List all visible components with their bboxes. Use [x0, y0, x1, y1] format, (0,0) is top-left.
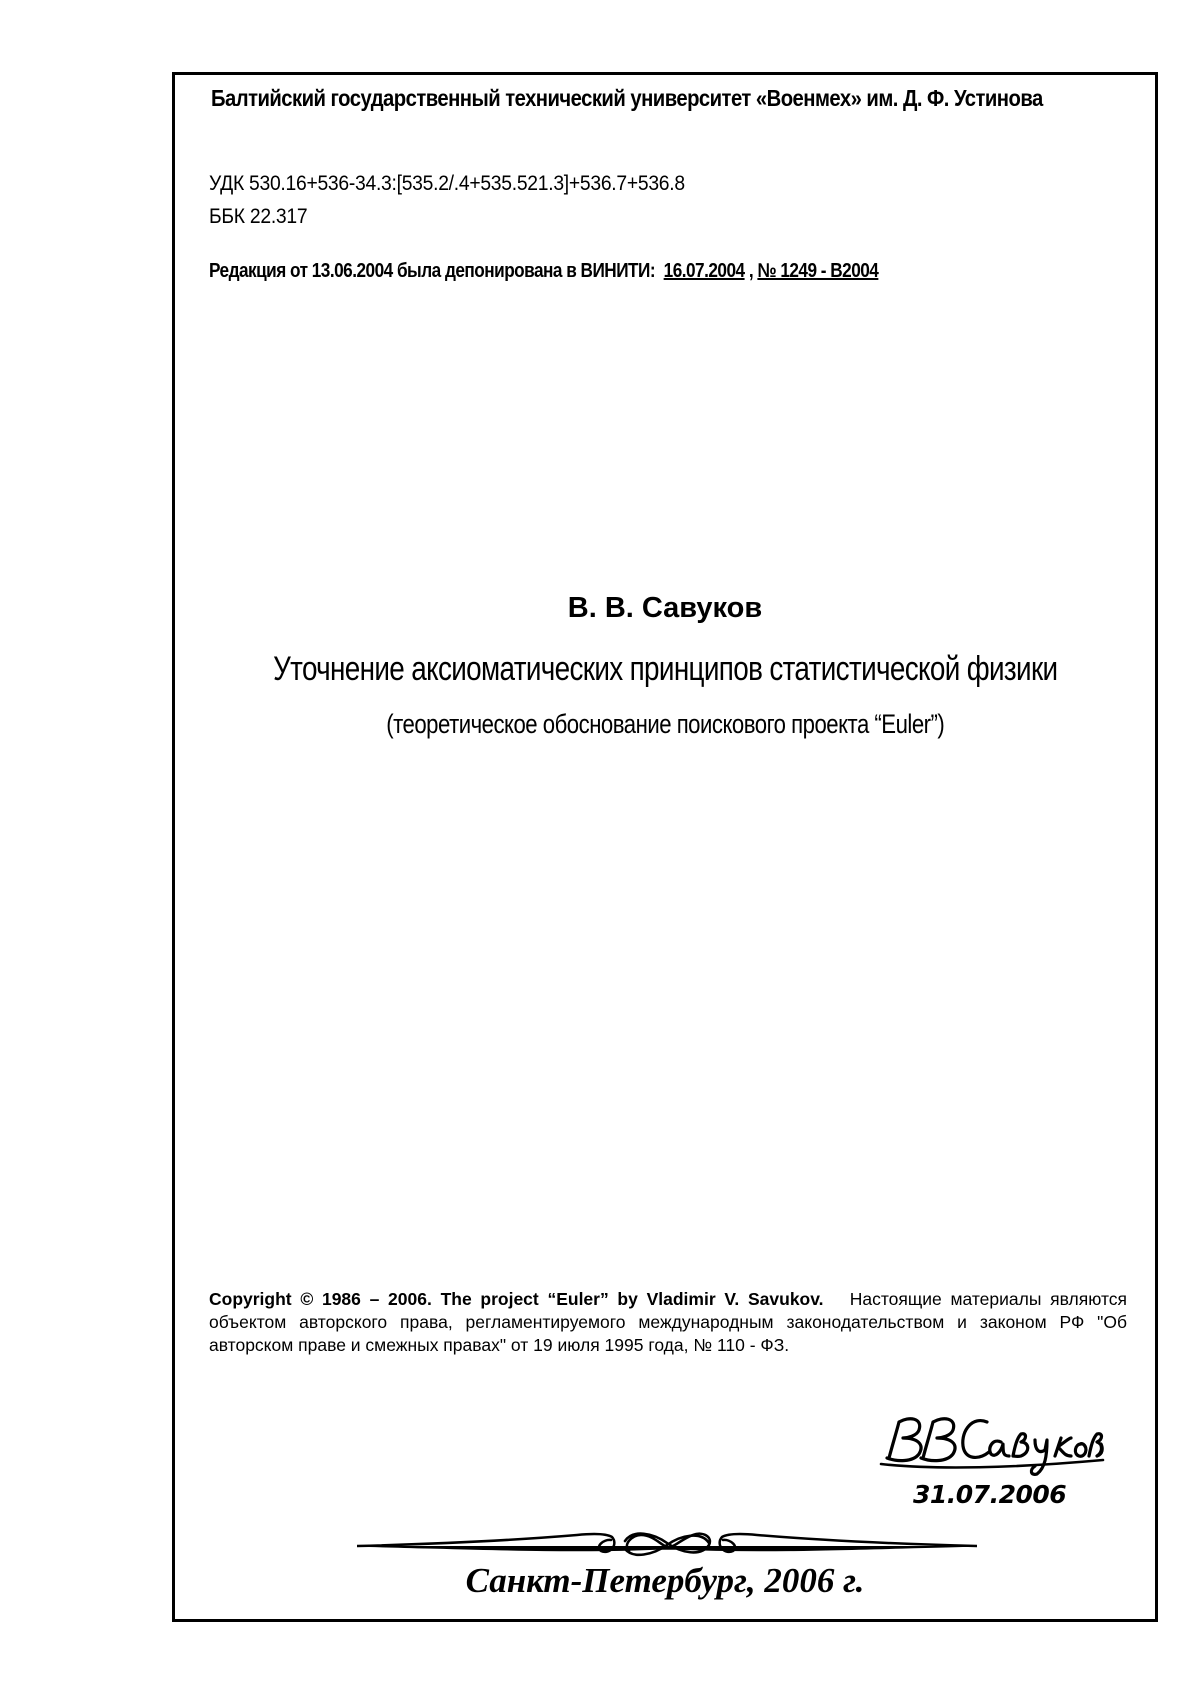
deposit-separator: ,	[748, 260, 754, 282]
ornament-divider-icon	[357, 1525, 977, 1565]
signature-date: 31.07.2006	[913, 1480, 1067, 1509]
document-title: Уточнение аксиоматических принципов статистической физики	[272, 650, 1058, 688]
deposit-number: № 1249 - В2004	[757, 260, 879, 282]
bbk-code: ББК 22.317	[209, 205, 308, 228]
deposit-date: 16.07.2004	[663, 260, 745, 282]
university-name: Балтийский государственный технический университет «Военмех» им. Д. Ф. Устинова	[211, 85, 1043, 111]
copyright-notice	[209, 1288, 1127, 1357]
signature-image	[875, 1408, 1105, 1478]
document-subtitle: (теоретическое обоснование поискового проекта “Euler”)	[385, 709, 945, 739]
deposit-text: Редакция от 13.06.2004 была депонирована в ВИНИТИ:	[209, 260, 656, 282]
author-name: В. В. Савуков	[567, 592, 763, 624]
city-year: Санкт-Петербург, 2006 г.	[465, 1561, 865, 1600]
copyright-lead: Copyright © 1986 – 2006. The project “Euler” by Vladimir V. Savukov.	[209, 1289, 824, 1309]
copyright-body: Настоящие материалы являются объектом авторского права, регламентируемого международным законодательством и законом РФ "Об авторском праве и смежных правах" от 19 июля 1995 года, № 110 - ФЗ.	[209, 1289, 1127, 1355]
deposit-line	[209, 260, 878, 283]
udk-code: УДК 530.16+536-34.3:[535.2/.4+535.521.3]+536.7+536.8	[209, 172, 685, 195]
subtitle-wrapper	[175, 709, 1155, 740]
title-wrapper	[175, 650, 1155, 689]
page-frame	[172, 72, 1158, 1622]
